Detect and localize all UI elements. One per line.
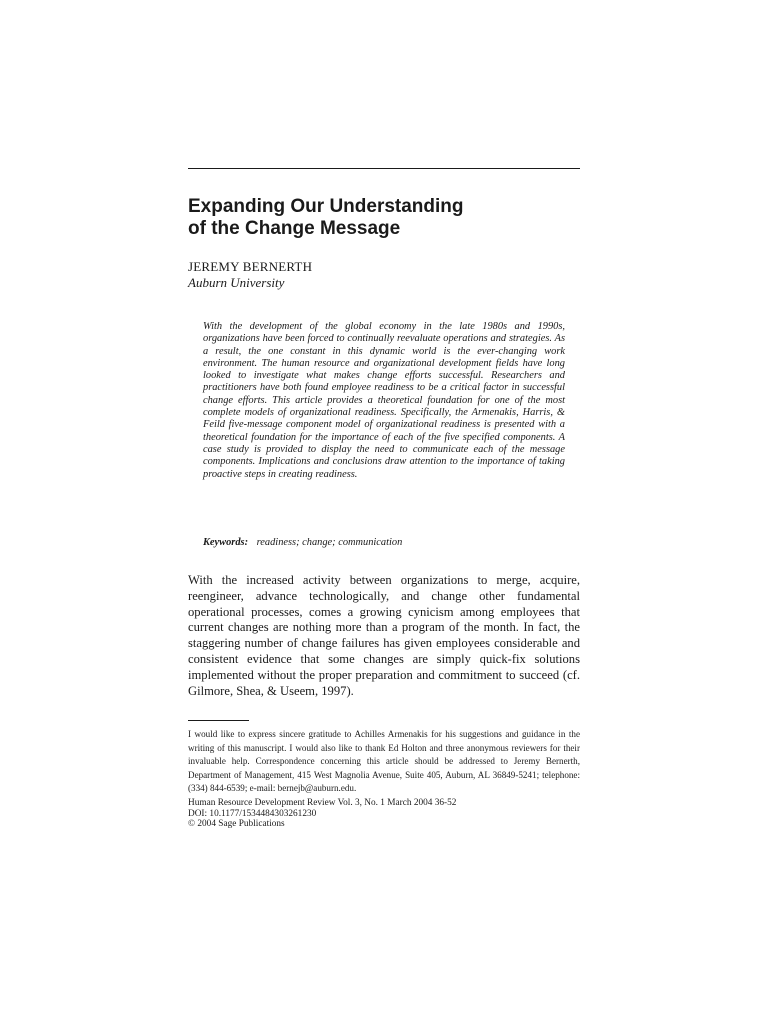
- acknowledgment-footnote: I would like to express sincere gratitude to Achilles Armenakis for his suggestions and guidance in the writing of this manuscript. I would also like to thank Ed Holton and three anonymous reviewers for their invaluable help. Correspondence concerning this article should be addressed to Jeremy Bernerth, Department of Management, 415 West Magnolia Avenue, Suite 405, Auburn, AL 36849-5241; telephone: (334) 844-6539; e-mail: bernejb@auburn.edu.: [188, 729, 580, 793]
- keywords: [203, 536, 565, 549]
- title-line-1: Expanding Our Understanding: [188, 196, 464, 217]
- citation-block: [188, 798, 580, 830]
- author-affiliation: Auburn University: [188, 275, 285, 290]
- keywords-label: Keywords:: [203, 537, 249, 548]
- doi: DOI: 10.1177/1534484303261230: [188, 808, 317, 819]
- header-rule: [188, 168, 580, 169]
- journal-reference: Human Resource Development Review Vol. 3, No. 1 March 2004 36-52: [188, 798, 457, 808]
- article-title: [188, 196, 588, 240]
- body-paragraph: With the increased activity between organizations to merge, acquire, reengineer, advance technologically, and change other fundamental operational processes, comes a growing cynicism among employees that current changes are nothing more than a program of the month. In fact, the staggering number of change failures has given employees considerable and consistent evidence that some changes are simply quick-fix solutions implemented without the proper preparation and commitment to succeed (cf. Gilmore, Shea, & Useem, 1997).: [188, 573, 580, 698]
- footnote-rule: [188, 720, 249, 721]
- title-line-2: of the Change Message: [188, 218, 401, 239]
- copyright: © 2004 Sage Publications: [188, 819, 285, 829]
- abstract: With the development of the global economy in the late 1980s and 1990s, organizations have been forced to continually reevaluate operations and strategies. As a result, the one constant in this dynamic world is the ever-changing work environment. The human resource and organizational development fields have long looked to investigate what makes change efforts successful. Researchers and practitioners have both found employee readiness to be a critical factor in successful change efforts. This article provides a theoretical foundation for one of the most complete models of organizational readiness. Specifically, the Armenakis, Harris, & Feild five-message component model of organizational readiness is presented with a theoretical foundation for the importance of each of the five specified components. A case study is provided to display the need to communicate each of the message components. Implications and conclusions draw attention to the importance of taking proactive steps in creating readiness.: [203, 321, 565, 480]
- author-name: JEREMY BERNERTH: [188, 259, 313, 274]
- keywords-list: readiness; change; communication: [256, 537, 403, 548]
